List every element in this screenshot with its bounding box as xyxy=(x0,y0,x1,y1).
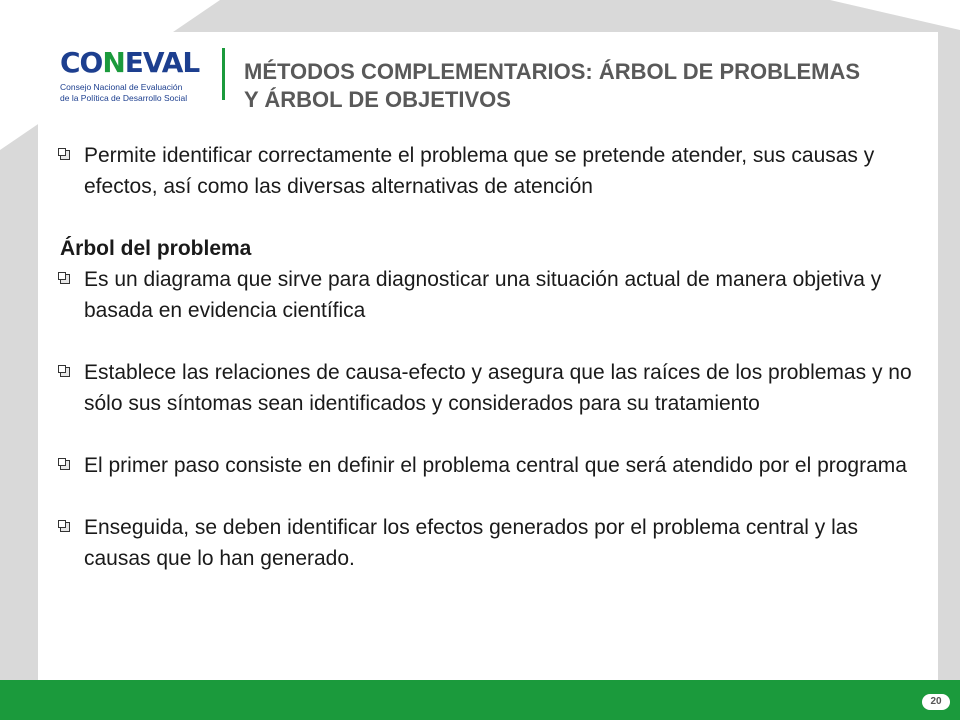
slide-content xyxy=(60,140,920,574)
bullet-text: Es un diagrama que sirve para diagnosticar una situación actual de manera objetiva y basada en evidencia científica xyxy=(84,268,882,322)
bullet-square-icon xyxy=(60,522,70,532)
bullet-square-icon xyxy=(60,150,70,160)
bullet-square-icon xyxy=(60,367,70,377)
bullet-item-1 xyxy=(60,264,920,326)
logo-subtitle-line2: de la Política de Desarrollo Social xyxy=(60,93,188,103)
bullet-item-intro xyxy=(60,140,920,202)
bullet-item-3 xyxy=(60,450,920,481)
logo-subtitle-line1: Consejo Nacional de Evaluación xyxy=(60,82,183,92)
bullet-text: El primer paso consiste en definir el problema central que será atendido por el programa xyxy=(84,454,907,477)
bullet-text: Establece las relaciones de causa-efecto y asegura que las raíces de los problemas y no sólo sus síntomas sean identificados y considerados para su tratamiento xyxy=(84,361,912,415)
footer-bar xyxy=(0,680,960,720)
slide-title: MÉTODOS COMPLEMENTARIOS: ÁRBOL DE PROBLEMAS Y ÁRBOL DE OBJETIVOS xyxy=(244,59,861,112)
bullet-text: Enseguida, se deben identificar los efectos generados por el problema central y las causas que lo han generado. xyxy=(84,516,858,570)
bullet-square-icon xyxy=(60,460,70,470)
title-divider xyxy=(222,48,225,100)
bullet-text: Permite identificar correctamente el problema que se pretende atender, sus causas y efectos, así como las diversas alternativas de atención xyxy=(84,144,875,198)
bullet-item-4 xyxy=(60,512,920,574)
logo-wordmark: CONEVAL xyxy=(60,46,200,79)
bullet-square-icon xyxy=(60,274,70,284)
section-heading: Árbol del problema xyxy=(60,237,252,260)
coneval-logo xyxy=(60,46,210,106)
bullet-item-2 xyxy=(60,357,920,419)
page-number: 20 xyxy=(922,694,950,710)
